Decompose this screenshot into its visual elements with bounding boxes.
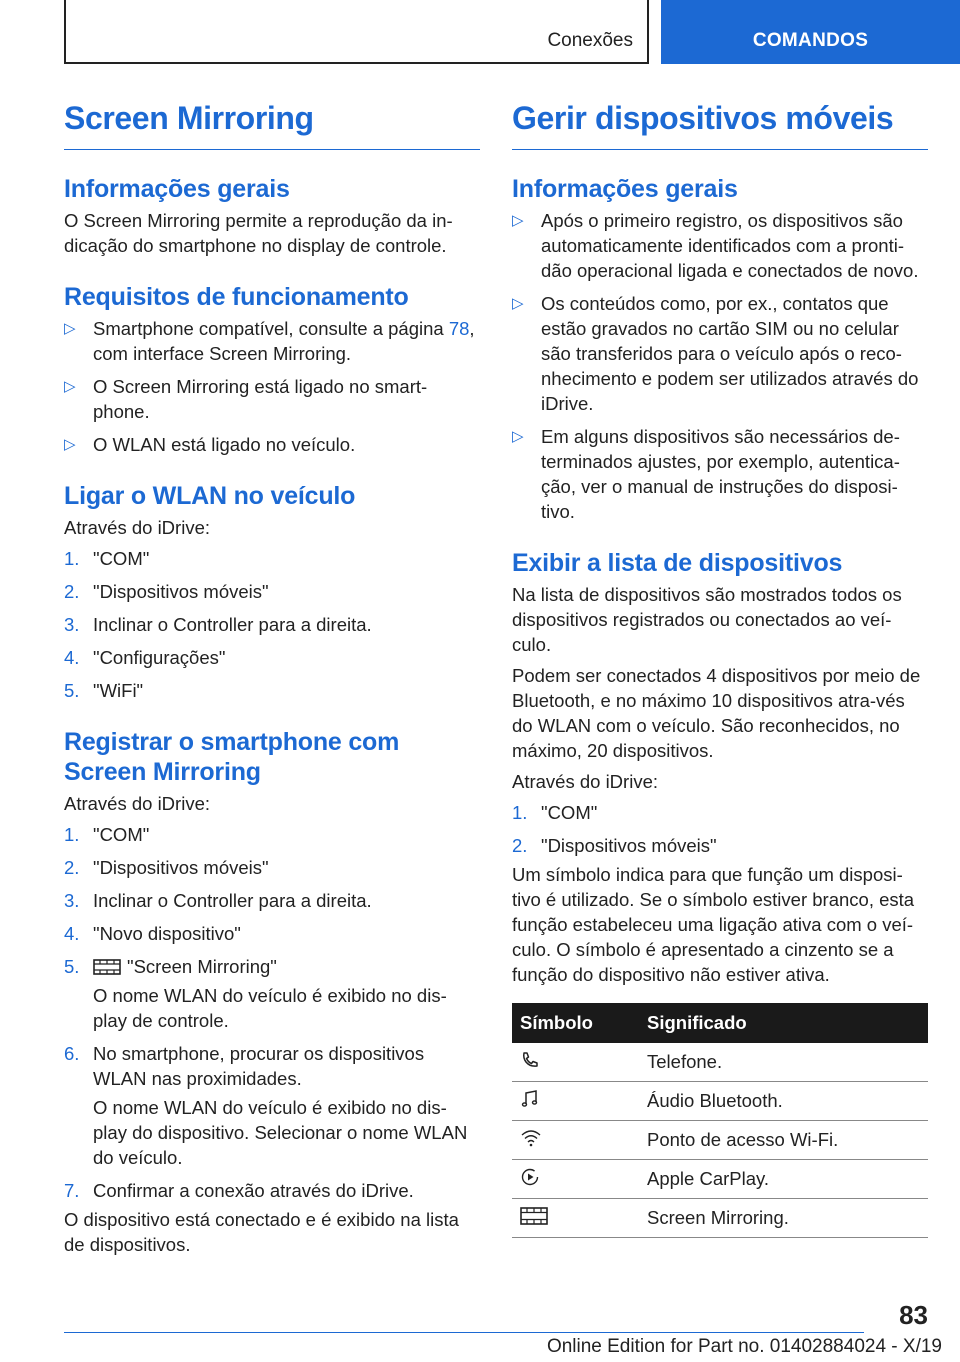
screen-mirroring-title: Screen Mirroring — [64, 100, 480, 150]
right-general-list — [512, 208, 928, 524]
device-list-steps — [512, 800, 928, 858]
symbol-table — [512, 1003, 928, 1238]
table-header-meaning: Significado — [647, 1003, 928, 1043]
list-item: 3. Inclinar o Controller para a direita. — [64, 890, 372, 911]
list-item: ▷ Smartphone compatível, consulte a página 78, com interface Screen Mirroring. — [64, 318, 475, 364]
list-item: 7. Confirmar a conexão através do iDrive. — [64, 1180, 414, 1201]
device-list-p1: Na lista de dispositivos são mostrados todos os dispositivos registrados ou conectados ao veí-culo. — [512, 584, 902, 655]
table-row — [512, 1082, 928, 1121]
list-item: 2. "Dispositivos móveis" — [64, 581, 269, 602]
music-note-icon — [520, 1089, 540, 1109]
phone-icon — [520, 1050, 540, 1070]
register-steps — [64, 822, 480, 979]
list-item: 2. "Dispositivos móveis" — [512, 835, 717, 856]
table-cell-meaning: Ponto de acesso Wi-Fi. — [647, 1121, 928, 1160]
step6-note: O nome WLAN do veículo é exibido no dis-play do dispositivo. Selecionar o nome WLAN do veículo. — [93, 1097, 468, 1168]
screen-mirroring-icon — [93, 959, 121, 975]
register-heading: Registrar o smartphone com Screen Mirroring — [64, 728, 400, 786]
table-row — [512, 1199, 928, 1238]
list-item: 1. "COM" — [64, 548, 150, 569]
list-item: ▷ Em alguns dispositivos são necessários de-terminados ajustes, por exemplo, autentica-ção, ver o manual de instruções do disposi-tivo. — [512, 426, 900, 522]
bullet-triangle-icon: ▷ — [64, 378, 76, 395]
left-general-text: O Screen Mirroring permite a reprodução da in-dicação do smartphone no display de controle. — [64, 210, 453, 256]
screen-mirroring-icon — [520, 1207, 548, 1225]
list-item: ▷ Os conteúdos como, por ex., contatos que estão gravados no cartão SIM ou no celular são transferidos para o veículo após o reco-nhecimento e podem ser utilizados através do iDrive. — [512, 293, 919, 414]
table-row — [512, 1043, 928, 1082]
register-steps-cont — [64, 1041, 480, 1091]
register-outro: O dispositivo está conectado e é exibido na lista de dispositivos. — [64, 1209, 459, 1255]
requirements-heading: Requisitos de funcionamento — [64, 283, 409, 311]
left-general-heading: Informações gerais — [64, 175, 290, 203]
bullet-triangle-icon: ▷ — [64, 320, 76, 337]
list-item: 5. "Screen Mirroring" — [64, 956, 277, 977]
table-row — [512, 1121, 928, 1160]
wlan-heading: Ligar o WLAN no veículo — [64, 482, 356, 510]
list-item: 2. "Dispositivos móveis" — [64, 857, 269, 878]
left-column — [64, 100, 480, 1263]
header-section-box — [64, 0, 649, 64]
footer-divider — [64, 1332, 864, 1333]
list-item: ▷ O WLAN está ligado no veículo. — [64, 434, 356, 455]
right-general-heading: Informações gerais — [512, 175, 738, 203]
list-item: ▷ Após o primeiro registro, os dispositivos são automaticamente identificados com a pronti-dão operacional ligada e conectados de novo. — [512, 210, 919, 281]
bullet-triangle-icon: ▷ — [512, 295, 524, 312]
header-chapter-tab[interactable] — [661, 0, 960, 64]
table-cell-meaning: Apple CarPlay. — [647, 1160, 928, 1199]
header-section-title: Conexões — [547, 30, 633, 51]
register-intro: Através do iDrive: — [64, 793, 210, 814]
header-chapter-title: COMANDOS — [752, 30, 869, 51]
table-header-symbol: Símbolo — [512, 1003, 647, 1043]
list-item: ▷ O Screen Mirroring está ligado no smart-phone. — [64, 376, 428, 422]
wlan-steps — [64, 546, 480, 703]
device-list-intro: Através do iDrive: — [512, 771, 658, 792]
requirements-list — [64, 316, 480, 457]
page-link[interactable]: 78 — [448, 318, 470, 339]
right-column — [512, 100, 928, 1238]
device-list-p3: Um símbolo indica para que função um disposi-tivo é utilizado. Se o símbolo estiver branco, esta função estabeleceu uma ligação ativa com o veí-culo. O símbolo é apresentado a cinzento se a função do dispositivo não estiver ativa. — [512, 864, 915, 985]
list-item: 1. "COM" — [64, 824, 150, 845]
list-item: 3. Inclinar o Controller para a direita. — [64, 614, 372, 635]
list-item: 4. "Configurações" — [64, 647, 226, 668]
list-item: 5. "WiFi" — [64, 680, 144, 701]
bullet-triangle-icon: ▷ — [512, 428, 524, 445]
list-item: 6. No smartphone, procurar os dispositivos WLAN nas proximidades. — [64, 1043, 425, 1089]
table-cell-meaning: Screen Mirroring. — [647, 1199, 928, 1238]
page-number: 83 — [899, 1300, 928, 1330]
bullet-triangle-icon: ▷ — [512, 212, 524, 229]
table-row — [512, 1160, 928, 1199]
device-list-p2: Podem ser conectados 4 dispositivos por meio de Bluetooth, e no máximo 10 dispositivos atra-vés do WLAN com o veículo. São reconhecidos, no máximo, 20 dispositivos. — [512, 665, 921, 761]
carplay-icon — [520, 1167, 540, 1187]
table-cell-meaning: Telefone. — [647, 1043, 928, 1082]
wlan-intro: Através do iDrive: — [64, 517, 210, 538]
register-steps-end — [64, 1178, 480, 1203]
device-list-heading: Exibir a lista de dispositivos — [512, 549, 843, 577]
footer-edition: Online Edition for Part no. 01402884024 - X/19 — [546, 1336, 942, 1357]
table-header-row — [512, 1003, 928, 1043]
list-item: 1. "COM" — [512, 802, 598, 823]
step5-note: O nome WLAN do veículo é exibido no dis-play de controle. — [93, 985, 447, 1031]
wifi-icon — [520, 1128, 542, 1148]
table-cell-meaning: Áudio Bluetooth. — [647, 1082, 928, 1121]
list-item: 4. "Novo dispositivo" — [64, 923, 241, 944]
bullet-triangle-icon: ▷ — [64, 436, 76, 453]
manage-devices-title: Gerir dispositivos móveis — [512, 100, 928, 150]
